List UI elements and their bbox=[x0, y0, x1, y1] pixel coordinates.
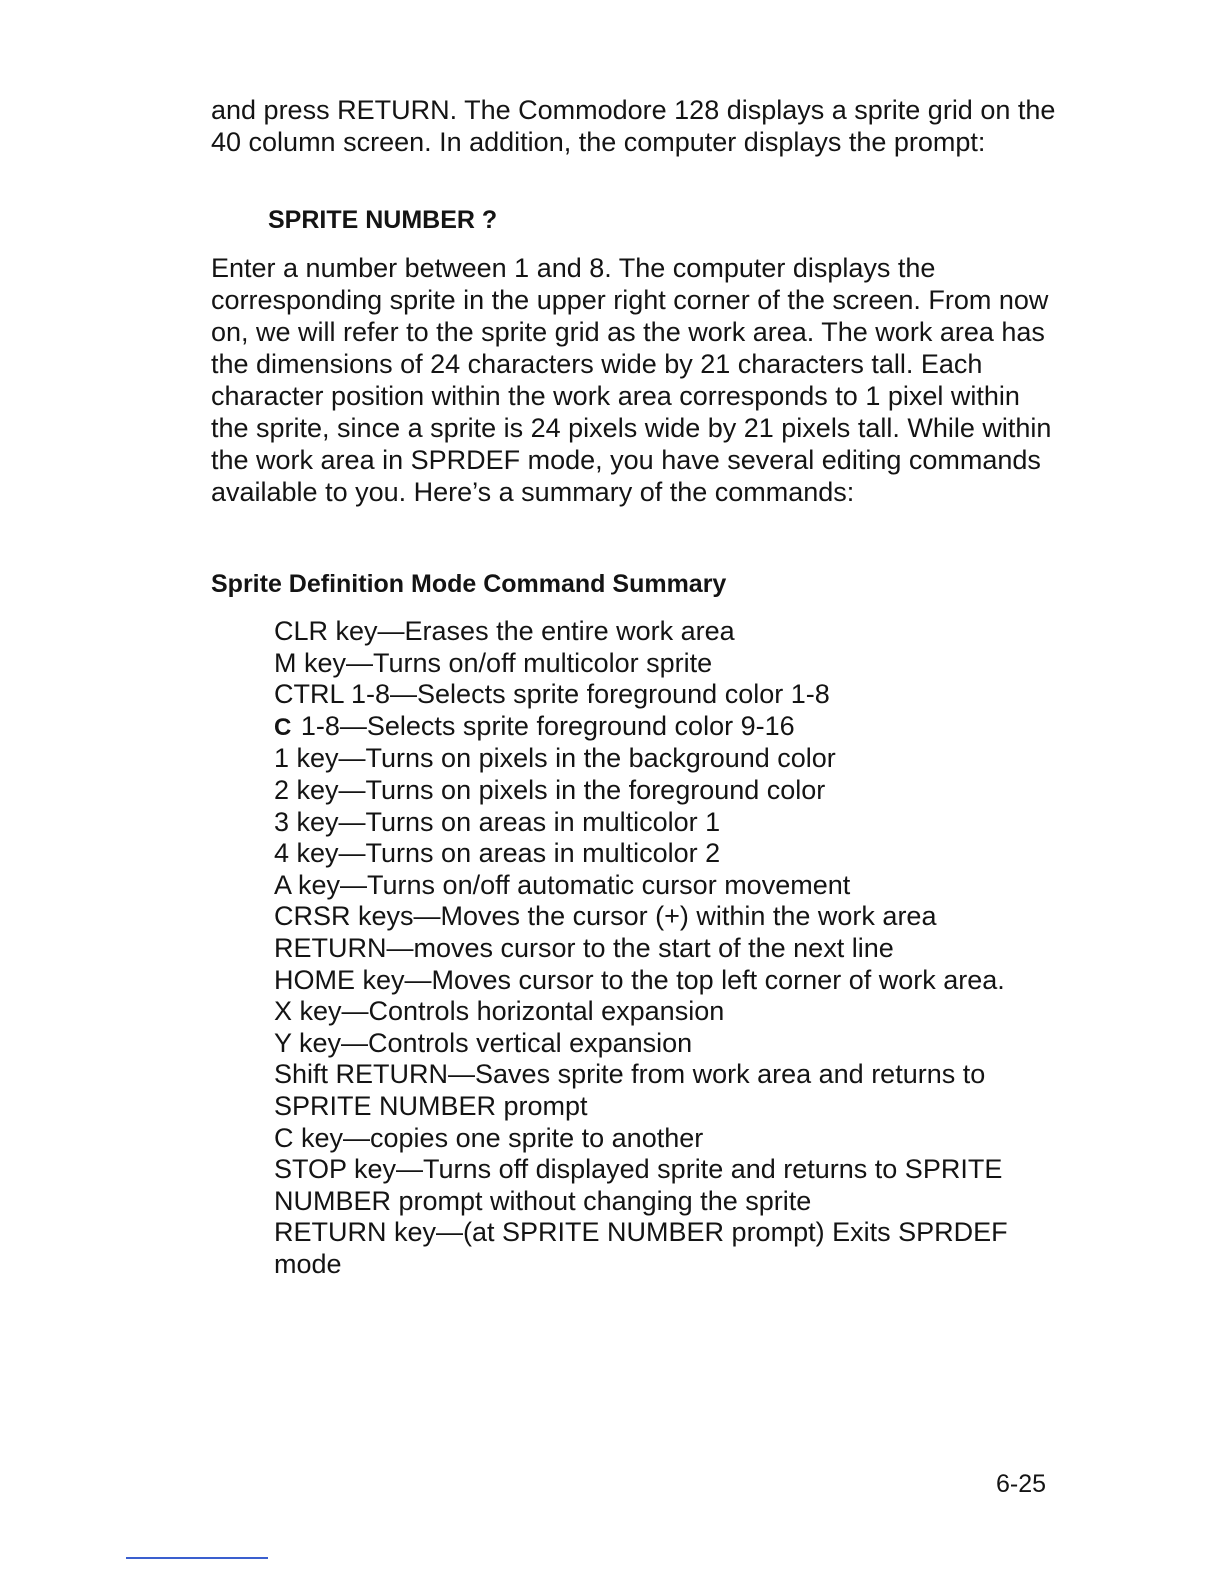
command-item-text: 1-8—Selects sprite foreground color 9-16 bbox=[300, 710, 795, 741]
command-item: M key—Turns on/off multicolor sprite bbox=[274, 647, 713, 678]
command-item: Y key—Controls vertical expansion bbox=[274, 1027, 693, 1058]
command-item: 3 key—Turns on areas in multicolor 1 bbox=[274, 806, 721, 837]
sprite-number-prompt: SPRITE NUMBER ? bbox=[268, 206, 498, 234]
intro-paragraph: and press RETURN. The Commodore 128 displays a sprite grid on the 40 column screen. In addition, the computer displays the prompt: bbox=[211, 95, 1056, 157]
command-item: RETURN key—(at SPRITE NUMBER prompt) Exits SPRDEF mode bbox=[274, 1217, 1008, 1279]
command-item: C key—copies one sprite to another bbox=[274, 1122, 704, 1153]
command-item: Shift RETURN—Saves sprite from work area and returns to SPRITE NUMBER prompt bbox=[274, 1059, 986, 1121]
page-number: 6-25 bbox=[996, 1470, 1047, 1498]
command-item: RETURN—moves cursor to the start of the next line bbox=[274, 932, 894, 963]
command-item: HOME key—Moves cursor to the top left corner of work area. bbox=[274, 964, 1005, 995]
command-item: CLR key—Erases the entire work area bbox=[274, 616, 735, 646]
command-item: 4 key—Turns on areas in multicolor 2 bbox=[274, 838, 721, 869]
command-summary-heading: Sprite Definition Mode Command Summary bbox=[211, 570, 727, 598]
command-item: A key—Turns on/off automatic cursor movement bbox=[274, 869, 851, 900]
command-item: X key—Controls horizontal expansion bbox=[274, 996, 725, 1027]
footer-rule bbox=[126, 1557, 268, 1559]
body-paragraph: Enter a number between 1 and 8. The computer displays the corresponding sprite in the upper right corner of the screen. From now on, we will refer to the sprite grid as the work area. The work area has the dimensions of 24 characters wide by 21 characters tall. Each character position within the work area corresponds to 1 pixel within the sprite, since a sprite is 24 pixels wide by 21 pixels tall. While within the work area in SPRDEF mode, you have several editing commands available to you. Here’s a summary of the commands: bbox=[211, 253, 1052, 507]
command-item: CRSR keys—Moves the cursor (+) within the work area bbox=[274, 901, 937, 932]
commodore-key-icon: C bbox=[274, 713, 292, 741]
command-item: STOP key—Turns off displayed sprite and returns to SPRITE NUMBER prompt without changing the sprite bbox=[274, 1154, 1003, 1216]
command-list bbox=[274, 616, 1054, 1280]
command-item-commodore bbox=[274, 711, 1054, 744]
command-item: CTRL 1-8—Selects sprite foreground color 1-8 bbox=[274, 679, 830, 710]
command-item: 2 key—Turns on pixels in the foreground color bbox=[274, 774, 826, 805]
command-item: 1 key—Turns on pixels in the background color bbox=[274, 743, 836, 774]
